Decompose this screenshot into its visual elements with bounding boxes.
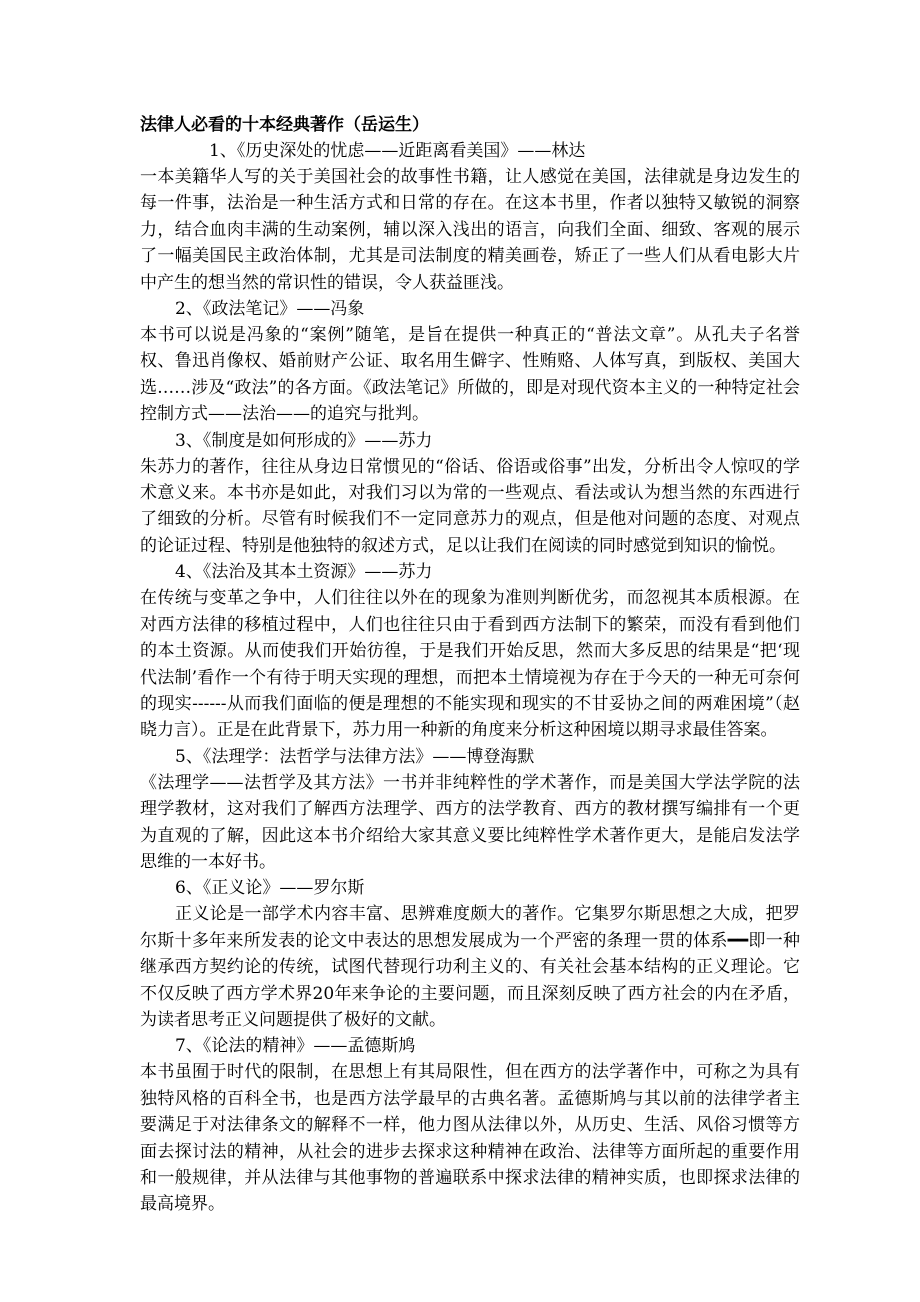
book-heading-4: 4、《法治及其本土资源》——苏力 [175, 562, 433, 583]
book-description-3: 朱苏力的著作，往往从身边日常惯见的“俗话、俗语或俗事”出发，分析出令人惊叹的学术意义来。本书亦是如此，对我们习以为常的一些观点、看法或认为想当然的东西进行了细致的分析。尽管有时候我们不一定同意苏力的观点，但是他对问题的态度、对观点的论证过程、特别是他独特的叙述方式，足以让我们在阅读的同时感觉到知识的愉悦。 [140, 456, 800, 556]
book-heading-3: 3、《制度是如何形成的》——苏力 [175, 430, 433, 451]
book-heading-6: 6、《正义论》——罗尔斯 [175, 878, 365, 899]
book-heading-1: 1、《历史深处的忧虑——近距离看美国》——林达 [209, 141, 586, 161]
book-heading-7: 7、《论法的精神》——孟德斯鸠 [175, 1036, 416, 1057]
book-description-5: 《法理学——法哲学及其方法》一书并非纯粹性的学术著作，而是美国大学法学院的法理学教材，这对我们了解西方法理学、西方的法学教育、西方的教材撰写编排有一个更为直观的了解，因此这本书介绍给大家其意义要比纯粹性学术著作更大，是能启发法学思维的一本好书。 [140, 772, 800, 872]
book-heading-2: 2、《政法笔记》——冯象 [175, 299, 365, 320]
book-heading-5: 5、《法理学：法哲学与法律方法》——博登海默 [175, 746, 535, 767]
document-page [140, 112, 800, 1218]
book-description-7: 本书虽囿于时代的限制，在思想上有其局限性，但在西方的法学著作中，可称之为具有独特风格的百科全书，也是西方法学最早的古典名著。孟德斯鸠与其以前的法律学者主要满足于对法律条文的解释不一样，他力图从法律以外，从历史、生活、风俗习惯等方面去探讨法的精神，从社会的进步去探求这种精神在政治、法律等方面所起的重要作用和一般规律，并从法律与其他事物的普遍联系中探求法律的精神实质，也即探求法律的最高境界。 [140, 1062, 800, 1215]
book-description-2: 本书可以说是冯象的“案例”随笔，是旨在提供一种真正的“普法文章”。从孔夫子名誉权、鲁迅肖像权、婚前财产公证、取名用生僻字、性贿赂、人体写真，到版权、美国大选……涉及“政法”的各方面。《政法笔记》所做的，即是对现代资本主义的一种特定社会控制方式——法治——的追究与批判。 [140, 325, 800, 425]
book-description-6: 正义论是一部学术内容丰富、思辨难度颇大的著作。它集罗尔斯思想之大成，把罗尔斯十多年来所发表的论文中表达的思想发展成为一个严密的条理一贯的体系━━即一种继承西方契约论的传统，试图代替现行功利主义的、有关社会基本结构的正义理论。它不仅反映了西方学术界20年来争论的主要问题，而且深刻反映了西方社会的内在矛盾，为读者思考正义问题提供了极好的文献。 [140, 904, 800, 1030]
book-description-4: 在传统与变革之争中，人们往往以外在的现象为准则判断优劣，而忽视其本质根源。在对西方法律的移植过程中，人们也往往只由于看到西方法制下的繁荣，而没有看到他们的本土资源。从而使我们开始彷徨，于是我们开始反思，然而大多反思的结果是“把‘现代法制’看作一个有待于明天实现的理想，而把本土情境视为存在于今天的一种无可奈何的现实------从而我们面临的便是理想的不能实现和现实的不甘妥协之间的两难困境”（赵晓力言）。正是在此背景下，苏力用一种新的角度来分析这种困境以期寻求最佳答案。 [140, 588, 800, 741]
book-description-1: 一本美籍华人写的关于美国社会的故事性书籍，让人感觉在美国，法律就是身边发生的每一件事，法治是一种生活方式和日常的存在。在这本书里，作者以独特又敏锐的洞察力，结合血肉丰满的生动案例，辅以深入浅出的语言，向我们全面、细致、客观的展示了一幅美国民主政治体制，尤其是司法制度的精美画卷，矫正了一些人们从看电影大片中产生的想当然的常识性的错误，令人获益匪浅。 [140, 167, 800, 293]
document-title: 法律人必看的十本经典著作（岳运生） [140, 115, 429, 135]
